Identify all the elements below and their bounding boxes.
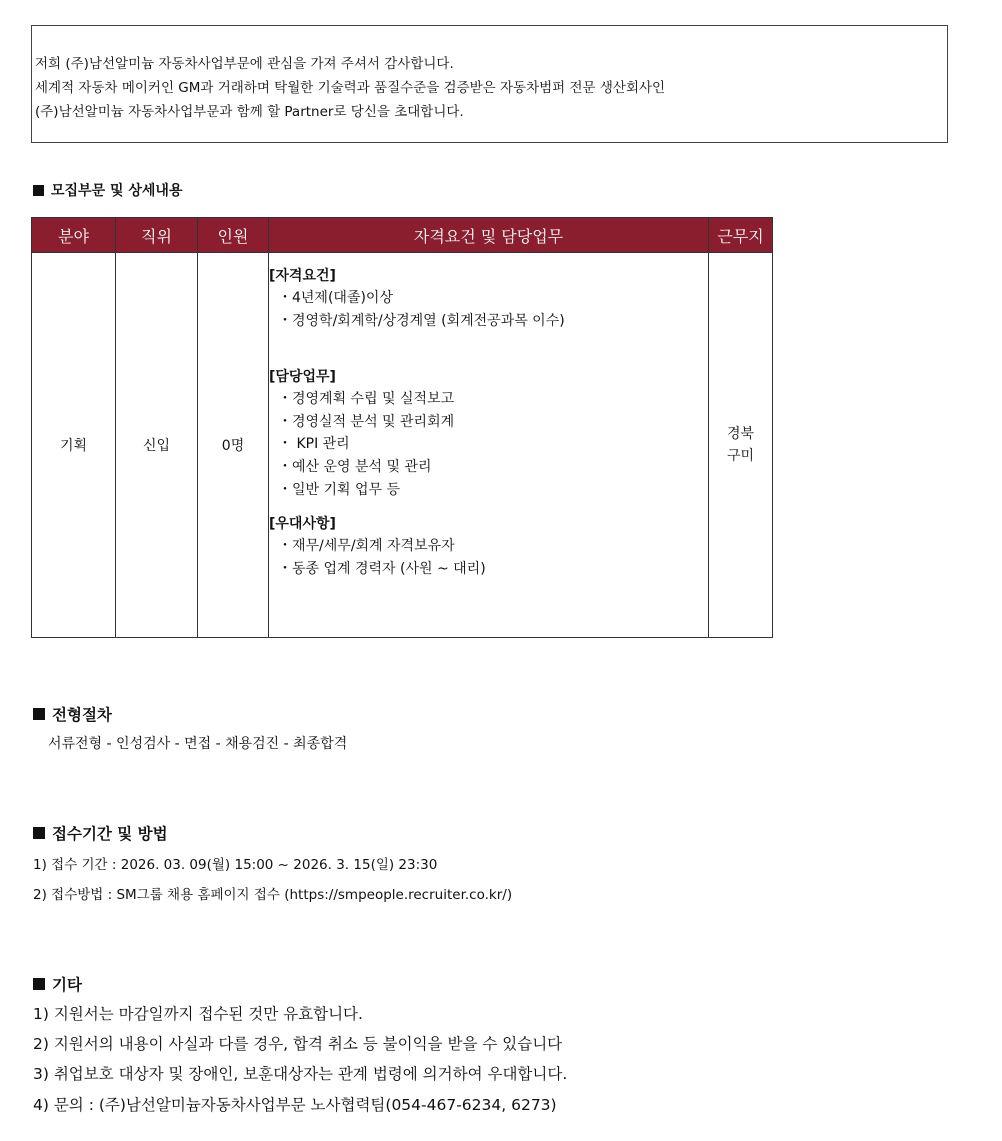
square-bullet-icon [33,185,44,196]
duty-item: ・ KPI 관리 [278,436,350,453]
cell-position: 신입 [116,253,198,638]
square-bullet-icon [33,827,45,839]
cell-field: 기획 [32,253,116,638]
col-header-location: 근무지 [709,218,773,253]
preference-item: ・재무/세무/회계 자격보유자 [278,538,455,555]
preference-title: [우대사항] [269,516,336,533]
etc-heading-text: 기타 [52,976,82,994]
intro-line: 세계적 자동차 메이커인 GM과 거래하며 탁월한 기술력과 품질수준을 검증받은 자동차범퍼 전문 생산회사인 [35,80,666,96]
process-heading-text: 전형절차 [52,706,112,724]
duty-item: ・경영실적 분석 및 관리회계 [278,413,455,430]
duty-item: ・일반 기획 업무 등 [278,481,401,498]
etc-item: 2) 지원서의 내용이 사실과 다를 경우, 합격 취소 등 불이익을 받을 수 있습니다 [33,1035,563,1053]
application-heading-text: 접수기간 및 방법 [52,825,168,843]
col-header-field: 분야 [32,218,116,253]
qualification-title: [자격요건] [269,268,336,284]
table-header-row [32,218,773,253]
process-heading [33,703,112,725]
qualification-item: ・경영학/회계학/상경계열 (회계전공과목 이수) [278,312,565,329]
location-line: 구미 [726,448,755,464]
etc-item: 1) 지원서는 마감일까지 접수된 것만 유효합니다. [33,1005,363,1023]
qualification-item: ・4년제(대졸)이상 [278,290,393,306]
square-bullet-icon [33,978,45,990]
col-header-details: 자격요건 및 담당업무 [269,218,709,253]
duties-title: [담당업무] [269,369,336,386]
recruitment-table [31,217,773,638]
intro-line: 저희 (주)남선알미늄 자동차사업부문에 관심을 가져 주셔서 감사합니다. [35,56,454,72]
duty-item: ・예산 운영 분석 및 관리 [278,458,432,475]
application-period: 1) 접수 기간 : 2026. 03. 09(월) 15:00 ~ 2026. 3. 15(일) 23:30 [33,857,438,873]
application-heading [33,822,168,844]
col-header-position: 직위 [116,218,198,253]
cell-details [269,253,709,638]
cell-headcount: 0명 [198,253,269,638]
preference-item: ・동종 업계 경력자 (사원 ~ 대리) [278,560,486,577]
table-row [32,253,773,638]
process-steps: 서류전형 - 인성검사 - 면접 - 채용검진 - 최종합격 [48,736,348,752]
etc-heading [33,973,82,995]
etc-item: 3) 취업보호 대상자 및 장애인, 보훈대상자는 관계 법령에 의거하여 우대합니다. [33,1065,568,1083]
recruitment-heading-text: 모집부문 및 상세내용 [51,183,183,199]
recruitment-heading [33,180,182,200]
square-bullet-icon [33,708,45,720]
location-line: 경북 [726,426,755,442]
intro-line: (주)남선알미늄 자동차사업부문과 함께 할 Partner로 당신을 초대합니다. [35,104,464,120]
cell-location [709,253,773,638]
intro-box [31,25,948,143]
duty-item: ・경영계획 수립 및 실적보고 [278,391,455,408]
application-method: 2) 접수방법 : SM그룹 채용 홈페이지 접수 (https://smpeople.recruiter.co.kr/) [33,887,513,903]
etc-item: 4) 문의 : (주)남선알미늄자동차사업부문 노사협력팀(054-467-6234, 6273) [33,1096,557,1114]
col-header-headcount: 인원 [198,218,269,253]
